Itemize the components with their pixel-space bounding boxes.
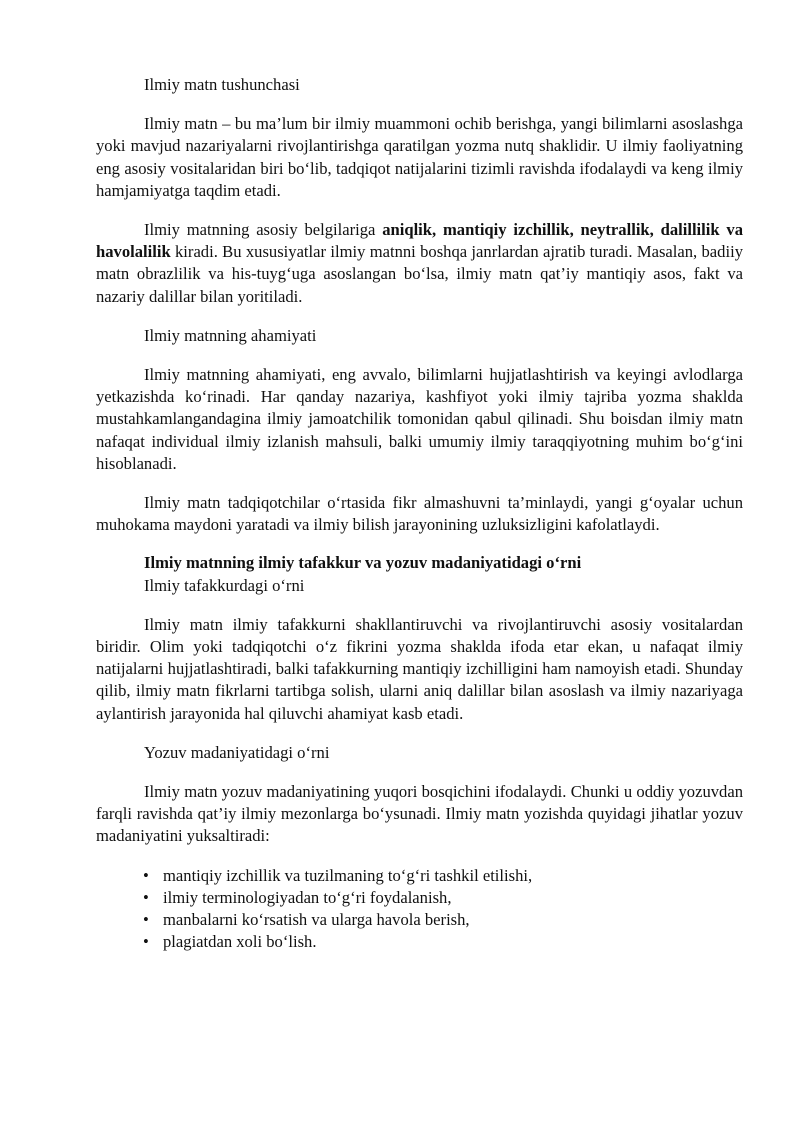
features-text-after: kiradi. Bu xususiyatlar ilmiy matnni boshqa janrlardan ajratib turadi. Masalan, badiiy matn obrazlilik va his-tuyg‘uga asoslangan bo‘lsa, ilmiy matn qat’iy mantiqiy asos, fakt va nazariy dalillar bilan yoritiladi. xyxy=(96,242,743,306)
bullet-icon: • xyxy=(143,932,149,952)
features-text-before: Ilmiy matnning asosiy belgilariga xyxy=(144,220,383,240)
bullet-icon: • xyxy=(143,865,149,885)
subheading-writing-culture: Yozuv madaniyatidagi o‘rni xyxy=(144,742,330,762)
subheading-thinking: Ilmiy tafakkurdagi o‘rni xyxy=(144,575,305,595)
features-bold-terms: aniqlik, mantiqiy izchillik, neytrallik, dalillilik va havolalilik xyxy=(96,220,743,262)
section-title-role-text: Ilmiy matnning ilmiy tafakkur va yozuv madaniyatidagi o‘rni xyxy=(144,553,582,573)
paragraph-exchange: Ilmiy matn tadqiqotchilar o‘rtasida fikr almashuvni ta’minlaydi, yangi g‘oyalar uchun muhokama maydoni yaratadi va ilmiy bilish jarayonining uzluksizligini kafolatlaydi. xyxy=(96,493,743,535)
document-page xyxy=(96,74,743,954)
list-item xyxy=(96,909,743,931)
paragraph-writing-culture: Ilmiy matn yozuv madaniyatining yuqori bosqichini ifodalaydi. Chunki u oddiy yozuvdan farqli ravishda qat’iy ilmiy mezonlarga bo‘ysunadi. Ilmiy matn yozishda quyidagi jihatlar yozuv madaniyatini yuksaltiradi: xyxy=(96,782,743,846)
section-heading-concept: Ilmiy matn tushunchasi xyxy=(144,75,300,94)
list-item-text: manbalarni ko‘rsatish va ularga havola berish, xyxy=(163,910,470,930)
list-item xyxy=(96,887,743,909)
list-item xyxy=(96,865,743,887)
list-item-text: plagiatdan xoli bo‘lish. xyxy=(163,932,317,952)
section-heading-importance: Ilmiy matnning ahamiyati xyxy=(144,325,317,345)
list-item-text: ilmiy terminologiyadan to‘g‘ri foydalanish, xyxy=(163,887,452,907)
bullet-icon: • xyxy=(143,910,149,930)
paragraph-importance: Ilmiy matnning ahamiyati, eng avvalo, bilimlarni hujjatlashtirish va keyingi avlodlarga yetkazishda ko‘rinadi. Har qanday nazariya, kashfiyot yoki ilmiy tajriba yozma shaklda mustahkamlangandagina ilmiy jamoatchilik tomonidan qabul qilinadi. Shu boisdan ilmiy matn nafaqat individual ilmiy izlanish mahsuli, balki umumiy ilmiy taraqqiyotning muhim bo‘g‘ini hisoblanadi. xyxy=(96,365,743,473)
section-title-role xyxy=(96,552,743,574)
bullet-icon: • xyxy=(143,887,149,907)
paragraph-features xyxy=(96,219,743,308)
list-item xyxy=(96,931,743,953)
list-item-text: mantiqiy izchillik va tuzilmaning to‘g‘ri tashkil etilishi, xyxy=(163,865,533,885)
paragraph-definition: Ilmiy matn – bu ma’lum bir ilmiy muammoni ochib berishga, yangi bilimlarni asoslashga yoki mavjud nazariyalarni rivojlantirishga qaratilgan yozma nutq shaklidir. U ilmiy faoliyatning eng asosiy vositalaridan biri bo‘lib, tadqiqot natijalarini tizimli ravishda ifodalaydi va keng ilmiy hamjamiyatga taqdim etadi. xyxy=(96,114,743,200)
paragraph-thinking: Ilmiy matn ilmiy tafakkurni shakllantiruvchi va rivojlantiruvchi asosiy vositalardan biridir. Olim yoki tadqiqotchi o‘z fikrini yozma shaklda ifoda etar ekan, u nafaqat ilmiy natijalarni hujjatlashtiradi, balki tafakkurning mantiqiy izchilligini ham namoyish etadi. Shunday qilib, ilmiy matn fikrlarni tartibga solish, ularni aniq dalillar bilan asoslash va ilmiy nazariyaga aylantirish jarayonida hal qiluvchi ahamiyat kasb etadi. xyxy=(96,614,743,723)
bullet-list xyxy=(96,865,743,954)
